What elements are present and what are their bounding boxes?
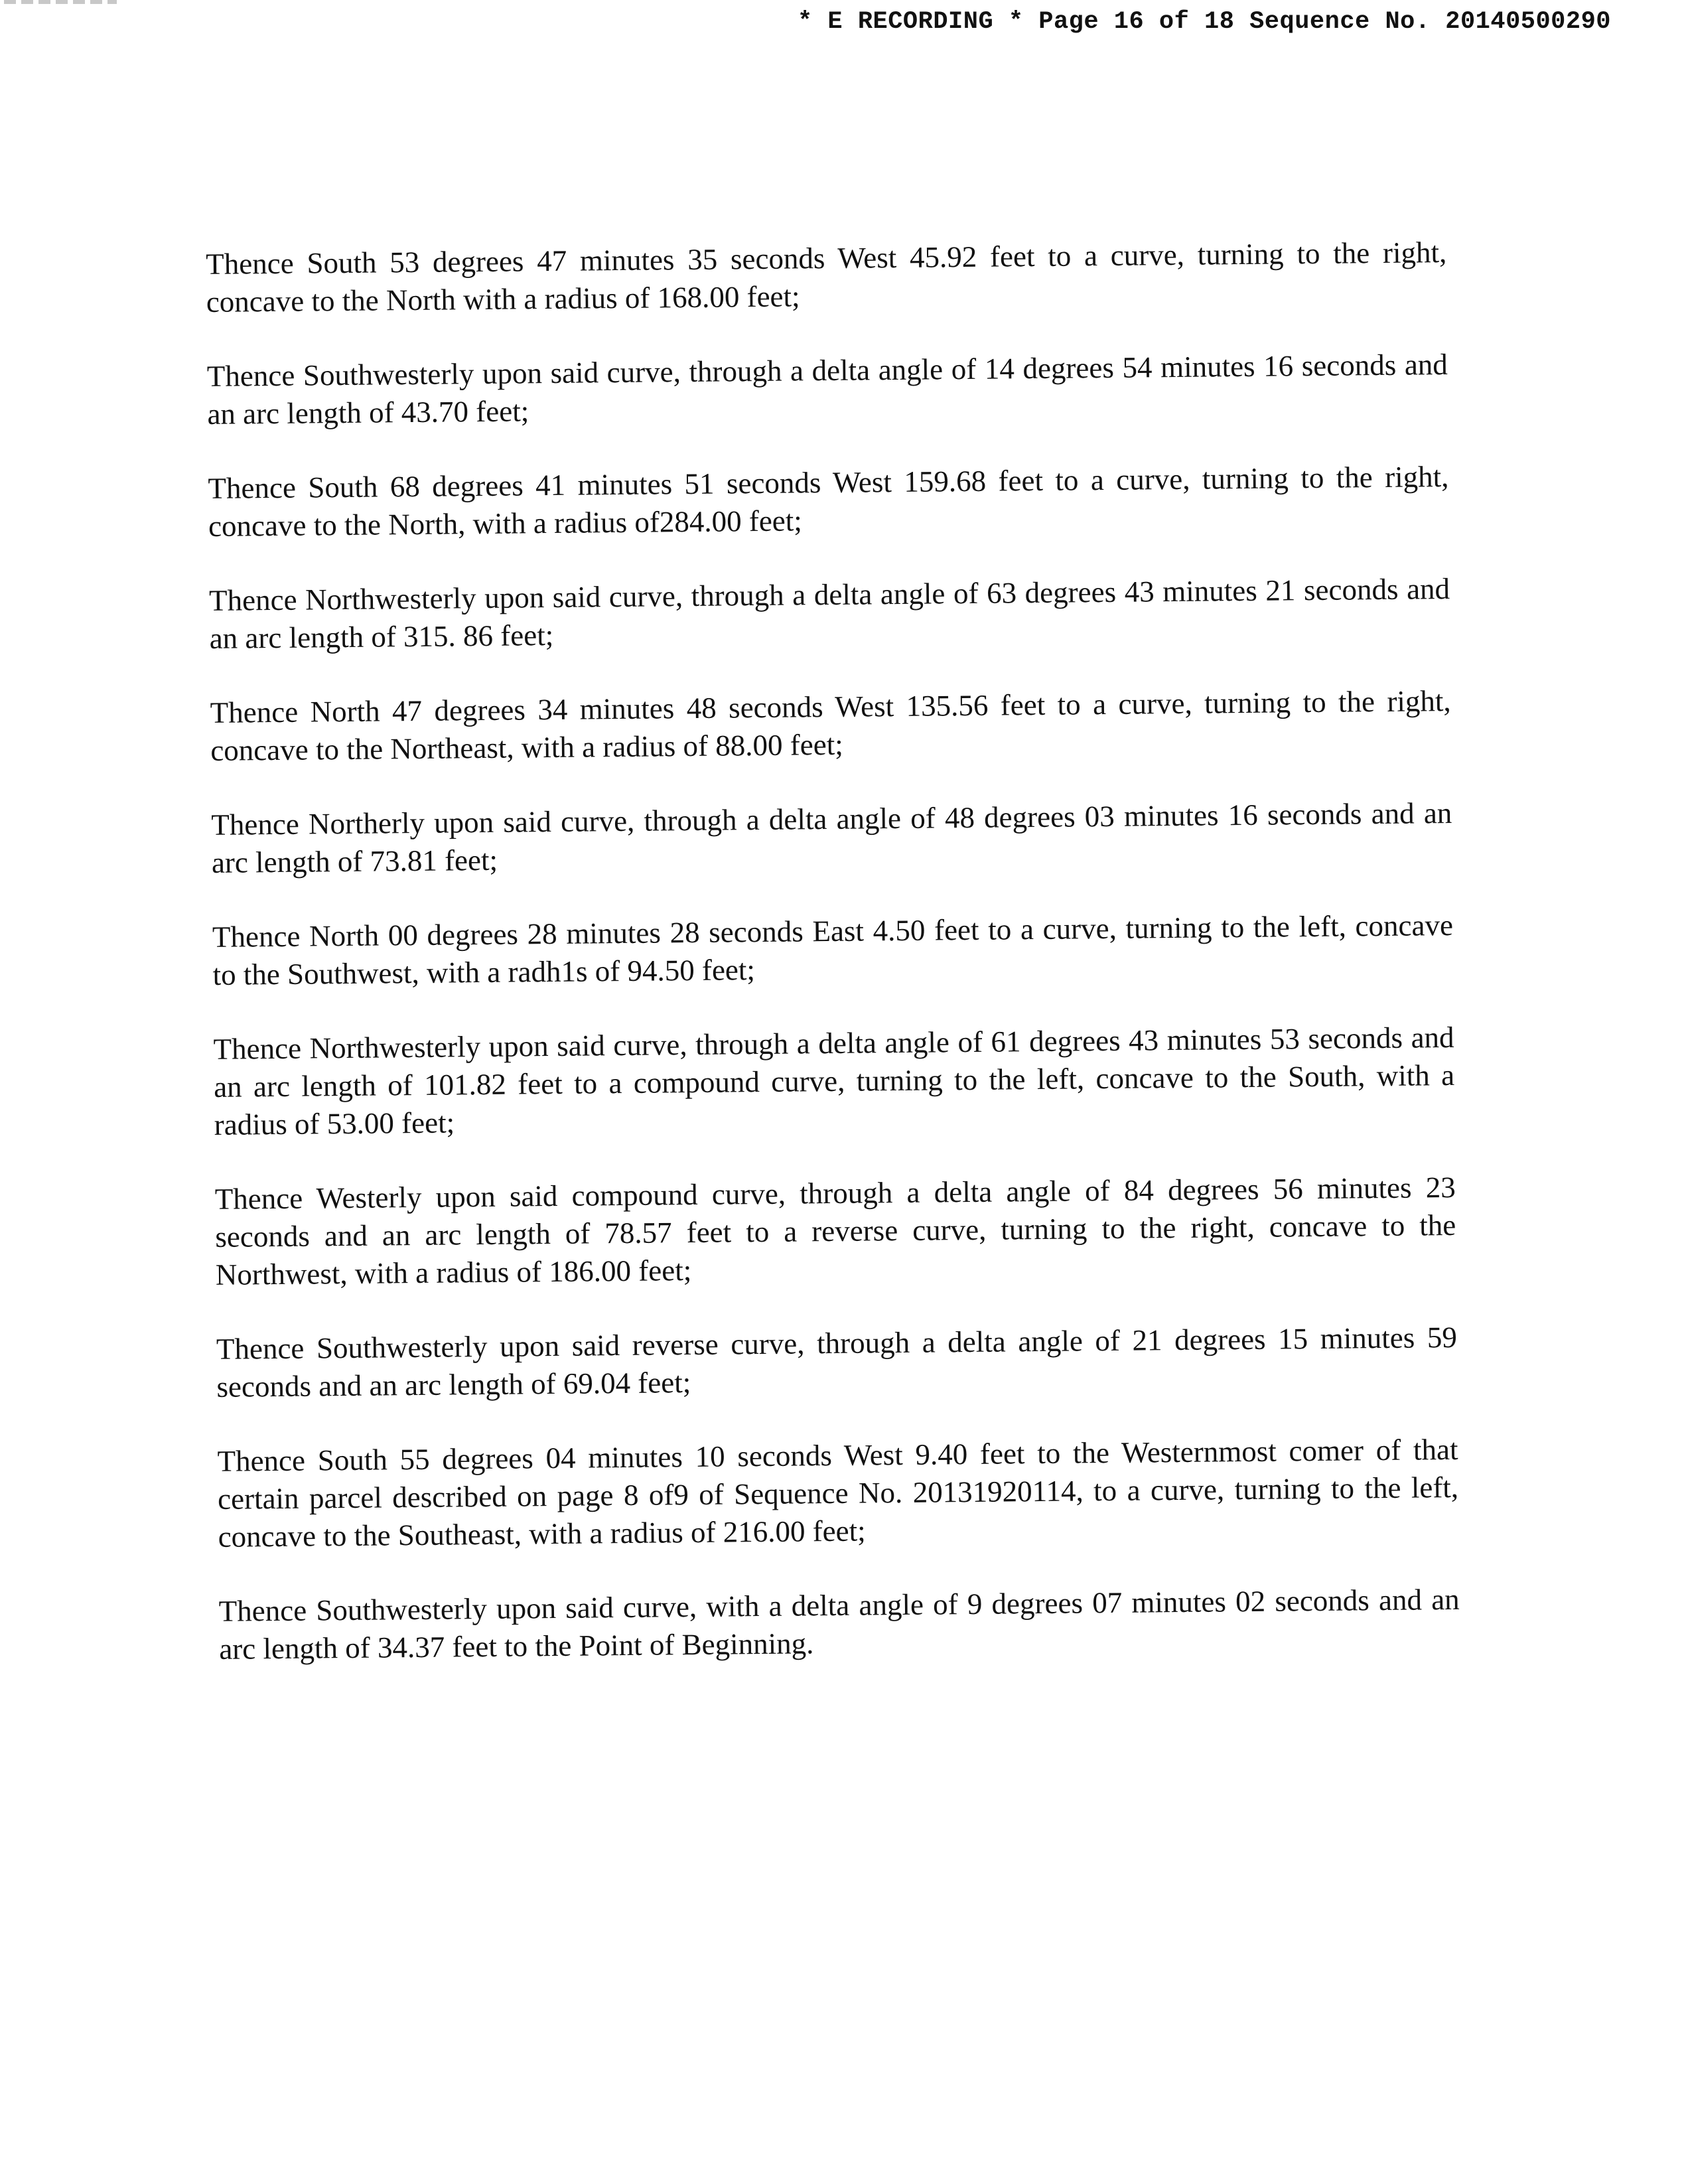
legal-description-body bbox=[206, 234, 1460, 1705]
paragraph-course-9: Thence Westerly upon said compound curve, through a delta angle of 84 degrees 56 minutes 23 seconds and an arc length of 78.57 feet to a reverse curve, turning to the right, concave to the Northwest, with a radius of 186.00 feet; bbox=[214, 1170, 1456, 1291]
paragraph-course-1: Thence South 53 degrees 47 minutes 35 seconds West 45.92 feet to a curve, turning to the right, concave to the North with a radius of 168.00 feet; bbox=[206, 236, 1447, 319]
scan-artifact bbox=[4, 0, 117, 4]
paragraph-course-6: Thence Northerly upon said curve, through a delta angle of 48 degrees 03 minutes 16 seconds and an arc length of 73.81 feet; bbox=[211, 796, 1452, 879]
paragraph-course-4: Thence Northwesterly upon said curve, through a delta angle of 63 degrees 43 minutes 21 seconds and an arc length of 315. 86 feet; bbox=[208, 572, 1450, 655]
paragraph-course-10: Thence Southwesterly upon said reverse curve, through a delta angle of 21 degrees 15 minutes 59 seconds and an arc length of 69.04 feet; bbox=[216, 1320, 1458, 1404]
paragraph-course-5: Thence North 47 degrees 34 minutes 48 seconds West 135.56 feet to a curve, turning to the right, concave to the Northeast, with a radius of 88.00 feet; bbox=[210, 684, 1451, 767]
paragraph-course-8: Thence Northwesterly upon said curve, through a delta angle of 61 degrees 43 minutes 53 seconds and an arc length of 101.82 feet to a compound curve, turning to the left, concave to the South, with a radius of 53.00 feet; bbox=[213, 1020, 1455, 1141]
paragraph-course-2: Thence Southwesterly upon said curve, through a delta angle of 14 degrees 54 minutes 16 seconds and an arc length of 43.70 feet; bbox=[206, 348, 1448, 431]
paragraph-course-11: Thence South 55 degrees 04 minutes 10 seconds West 9.40 feet to the Westernmost comer of that certain parcel described on page 8 of9 of Sequence No. 20131920114, to a curve, turning to the left, concave to the Southeast, with a radius of 216.00 feet; bbox=[217, 1432, 1459, 1554]
paragraph-course-7: Thence North 00 degrees 28 minutes 28 seconds East 4.50 feet to a curve, turning to the left, concave to the Southwest, with a radh1s of 94.50 feet; bbox=[212, 909, 1454, 991]
recording-header: * E RECORDING * Page 16 of 18 Sequence No. 20140500290 bbox=[798, 8, 1611, 36]
paragraph-course-3: Thence South 68 degrees 41 minutes 51 seconds West 159.68 feet to a curve, turning to the right, concave to the North, with a radius of284.00 feet; bbox=[208, 460, 1449, 543]
paragraph-course-12: Thence Southwesterly upon said curve, with a delta angle of 9 degrees 07 minutes 02 seconds and an arc length of 34.37 feet to the Point of Beginning. bbox=[218, 1582, 1460, 1666]
